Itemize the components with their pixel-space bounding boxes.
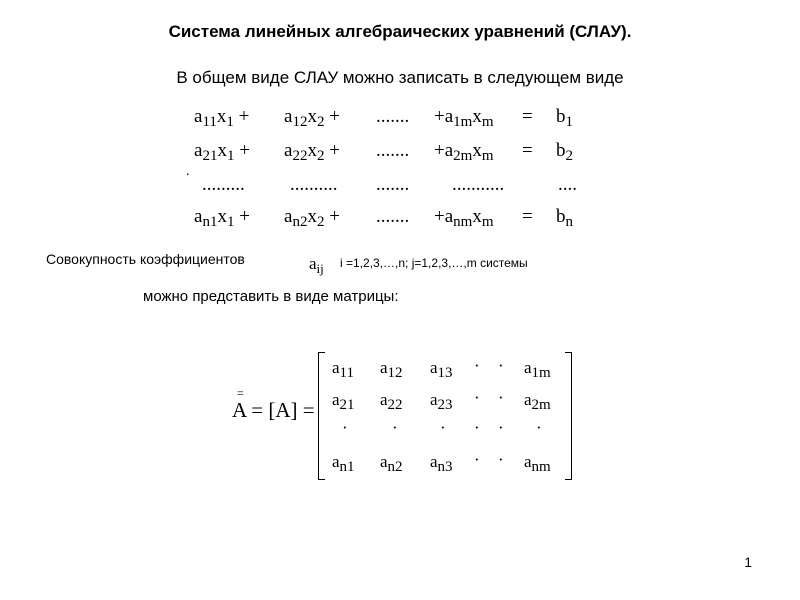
matrix-cell: · bbox=[474, 388, 480, 407]
matrix-cell: · bbox=[536, 418, 542, 437]
matrix-cell: $a_{n2}$ bbox=[380, 452, 403, 475]
equation-row-2: $a_{21}x_1$ + $a_{22}x_2$ + ....... $+a_{2m}x_m$ = $b_2$ bbox=[194, 140, 573, 164]
matrix-cell: $a_{n1}$ bbox=[332, 452, 355, 475]
matrix-cell: · bbox=[474, 450, 480, 469]
matrix-cell: $a_{22}$ bbox=[380, 390, 403, 413]
equation-row-n: $a_{n1}x_1$ + $a_{n2}x_2$ + ....... $+a_{nm}x_m$ = $b_n$ bbox=[194, 206, 573, 230]
matrix-intro-text: можно представить в виде матрицы: bbox=[143, 288, 399, 305]
equation-row-1: $a_{11}x_1$ + $a_{12}x_2$ + ....... $+a_{1m}x_m$ = $b_1$ bbox=[194, 106, 573, 130]
page-number: 1 bbox=[744, 554, 752, 570]
matrix-cell: $a_{13}$ bbox=[430, 358, 453, 381]
stray-dot: . bbox=[186, 164, 190, 179]
matrix-cell: · bbox=[392, 418, 398, 437]
matrix-cell: · bbox=[498, 450, 504, 469]
matrix-cell: $a_{21}$ bbox=[332, 390, 355, 413]
double-bar-mark: = bbox=[237, 386, 244, 400]
equation-row-dots: ......... .......... ....... ........... .... bbox=[202, 174, 577, 195]
matrix-cell: $a_{11}$ bbox=[332, 358, 354, 381]
matrix-cell: $a_{12}$ bbox=[380, 358, 403, 381]
slide-title: Система линейных алгебраических уравнений (СЛАУ). bbox=[168, 22, 632, 41]
slide-subtitle: В общем виде СЛАУ можно записать в следующем виде bbox=[176, 68, 624, 87]
matrix-cell: · bbox=[440, 418, 446, 437]
coefficient-matrix bbox=[318, 352, 572, 480]
matrix-cell: $a_{23}$ bbox=[430, 390, 453, 413]
matrix-cell: · bbox=[342, 418, 348, 437]
matrix-left-bracket bbox=[318, 352, 325, 480]
matrix-cell: $a_{nm}$ bbox=[524, 452, 551, 475]
matrix-cell: · bbox=[474, 418, 480, 437]
matrix-cell: · bbox=[498, 418, 504, 437]
matrix-cell: · bbox=[498, 388, 504, 407]
matrix-cell: $a_{2m}$ bbox=[524, 390, 551, 413]
matrix-cell: $a_{1m}$ bbox=[524, 358, 551, 381]
matrix-lhs: A = [A] = bbox=[232, 398, 315, 422]
coefficients-text: Совокупность коэффициентов bbox=[46, 251, 245, 267]
coefficient-symbol: $a_{ij}$ bbox=[309, 254, 324, 276]
matrix-right-bracket bbox=[565, 352, 572, 480]
matrix-cell: $a_{n3}$ bbox=[430, 452, 453, 475]
index-ranges: i =1,2,3,…,n; j=1,2,3,…,m системы bbox=[340, 256, 528, 270]
matrix-cell: · bbox=[498, 356, 504, 375]
matrix-cell: · bbox=[474, 356, 480, 375]
